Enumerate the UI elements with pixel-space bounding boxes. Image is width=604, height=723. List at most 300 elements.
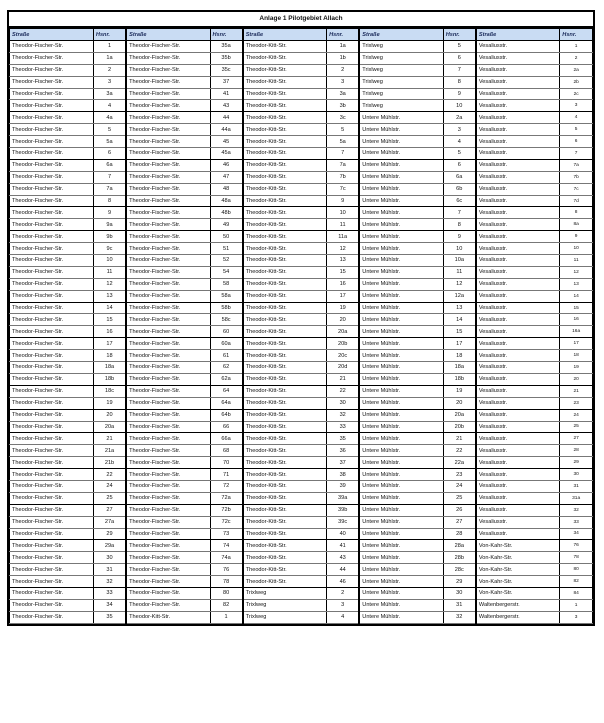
house-number-cell: 48b bbox=[210, 207, 243, 219]
street-cell: Untere Mühlstr. bbox=[359, 564, 443, 576]
street-cell: Theodor-Kitt-Str. bbox=[243, 124, 327, 136]
street-cell: Theodor-Fischer-Str. bbox=[10, 112, 94, 124]
street-cell: Theodor-Fischer-Str. bbox=[126, 397, 210, 409]
house-number-cell: 18c bbox=[93, 385, 126, 397]
house-number-cell: 9b bbox=[93, 231, 126, 243]
column-header-street: Straße bbox=[126, 29, 210, 41]
house-number-cell: 20b bbox=[443, 421, 476, 433]
street-cell: Theodor-Fischer-Str. bbox=[10, 326, 94, 338]
street-cell: Von-Kahr-Str. bbox=[476, 587, 560, 599]
house-number-cell: 8 bbox=[443, 76, 476, 88]
house-number-cell: 66 bbox=[210, 421, 243, 433]
house-number-cell: 64 bbox=[210, 385, 243, 397]
house-number-cell: 7d bbox=[560, 195, 593, 207]
street-cell: Waltenbergerstr. bbox=[476, 611, 560, 623]
table-row bbox=[10, 112, 593, 124]
street-cell: Vesaliusstr. bbox=[476, 397, 560, 409]
house-number-cell: 17 bbox=[327, 290, 360, 302]
house-number-cell: 7c bbox=[560, 183, 593, 195]
street-cell: Theodor-Kitt-Str. bbox=[243, 576, 327, 588]
street-cell: Vesaliusstr. bbox=[476, 314, 560, 326]
street-cell: Theodor-Fischer-Str. bbox=[126, 540, 210, 552]
street-cell: Theodor-Fischer-Str. bbox=[126, 76, 210, 88]
house-number-cell: 20a bbox=[93, 421, 126, 433]
street-cell: Theodor-Fischer-Str. bbox=[126, 243, 210, 255]
house-number-cell: 13 bbox=[93, 290, 126, 302]
table-row bbox=[10, 159, 593, 171]
street-cell: Vesaliusstr. bbox=[476, 52, 560, 64]
house-number-cell: 4 bbox=[327, 611, 360, 623]
street-cell: Theodor-Fischer-Str. bbox=[10, 492, 94, 504]
house-number-cell: 33 bbox=[93, 587, 126, 599]
house-number-cell: 3 bbox=[560, 611, 593, 623]
house-number-cell: 73 bbox=[210, 528, 243, 540]
house-number-cell: 10 bbox=[560, 243, 593, 255]
table-row bbox=[10, 302, 593, 314]
table-row bbox=[10, 124, 593, 136]
house-number-cell: 17 bbox=[443, 338, 476, 350]
house-number-cell: 74a bbox=[210, 552, 243, 564]
street-cell: Theodor-Fischer-Str. bbox=[126, 576, 210, 588]
house-number-cell: 43 bbox=[210, 100, 243, 112]
house-number-cell: 52 bbox=[210, 255, 243, 267]
street-cell: Theodor-Kitt-Str. bbox=[243, 492, 327, 504]
house-number-cell: 11 bbox=[327, 219, 360, 231]
street-cell: Theodor-Kitt-Str. bbox=[243, 504, 327, 516]
house-number-cell: 16 bbox=[327, 278, 360, 290]
street-cell: Theodor-Fischer-Str. bbox=[10, 314, 94, 326]
street-cell: Theodor-Fischer-Str. bbox=[126, 385, 210, 397]
street-cell: Theodor-Fischer-Str. bbox=[10, 52, 94, 64]
house-number-cell: 10 bbox=[93, 255, 126, 267]
house-number-cell: 27a bbox=[93, 516, 126, 528]
table-row bbox=[10, 41, 593, 53]
street-cell: Theodor-Fischer-Str. bbox=[126, 373, 210, 385]
street-cell: Trixlweg bbox=[359, 88, 443, 100]
street-cell: Theodor-Kitt-Str. bbox=[243, 397, 327, 409]
street-cell: Theodor-Fischer-Str. bbox=[10, 183, 94, 195]
house-number-cell: 19 bbox=[93, 397, 126, 409]
street-cell: Theodor-Fischer-Str. bbox=[10, 302, 94, 314]
house-number-cell: 39b bbox=[327, 504, 360, 516]
table-row bbox=[10, 100, 593, 112]
house-number-cell: 17 bbox=[93, 338, 126, 350]
house-number-cell: 31 bbox=[560, 480, 593, 492]
street-cell: Vesaliusstr. bbox=[476, 219, 560, 231]
house-number-cell: 84 bbox=[560, 587, 593, 599]
house-number-cell: 22 bbox=[93, 469, 126, 481]
street-cell: Theodor-Fischer-Str. bbox=[10, 373, 94, 385]
table-row bbox=[10, 599, 593, 611]
house-number-cell: 19 bbox=[327, 302, 360, 314]
street-cell: Theodor-Fischer-Str. bbox=[126, 350, 210, 362]
table-row bbox=[10, 243, 593, 255]
street-cell: Theodor-Fischer-Str. bbox=[10, 76, 94, 88]
street-cell: Untere Mühlstr. bbox=[359, 278, 443, 290]
house-number-cell: 4 bbox=[560, 112, 593, 124]
street-cell: Theodor-Fischer-Str. bbox=[126, 207, 210, 219]
table-row bbox=[10, 255, 593, 267]
house-number-cell: 8 bbox=[93, 195, 126, 207]
street-cell: Theodor-Kitt-Str. bbox=[243, 183, 327, 195]
house-number-cell: 9 bbox=[443, 88, 476, 100]
street-cell: Vesaliusstr. bbox=[476, 278, 560, 290]
house-number-cell: 6c bbox=[443, 195, 476, 207]
street-cell: Untere Mühlstr. bbox=[359, 433, 443, 445]
street-cell: Theodor-Fischer-Str. bbox=[10, 576, 94, 588]
house-number-cell: 2c bbox=[560, 88, 593, 100]
street-cell: Theodor-Kitt-Str. bbox=[243, 373, 327, 385]
street-cell: Theodor-Fischer-Str. bbox=[126, 64, 210, 76]
house-number-cell: 47 bbox=[210, 171, 243, 183]
house-number-cell: 1 bbox=[93, 41, 126, 53]
house-number-cell: 45a bbox=[210, 148, 243, 160]
street-cell: Theodor-Fischer-Str. bbox=[126, 88, 210, 100]
house-number-cell: 5 bbox=[93, 124, 126, 136]
house-number-cell: 28c bbox=[443, 564, 476, 576]
street-cell: Theodor-Kitt-Str. bbox=[243, 52, 327, 64]
street-cell: Theodor-Kitt-Str. bbox=[243, 457, 327, 469]
street-cell: Theodor-Fischer-Str. bbox=[10, 338, 94, 350]
street-cell: Untere Mühlstr. bbox=[359, 516, 443, 528]
street-cell: Theodor-Fischer-Str. bbox=[126, 314, 210, 326]
house-number-cell: 3a bbox=[327, 88, 360, 100]
house-number-cell: 8a bbox=[560, 219, 593, 231]
house-number-cell: 72c bbox=[210, 516, 243, 528]
house-number-cell: 44a bbox=[210, 124, 243, 136]
house-number-cell: 20a bbox=[327, 326, 360, 338]
street-cell: Vesaliusstr. bbox=[476, 457, 560, 469]
street-cell: Untere Mühlstr. bbox=[359, 587, 443, 599]
house-number-cell: 5 bbox=[560, 124, 593, 136]
street-cell: Theodor-Fischer-Str. bbox=[126, 516, 210, 528]
table-row bbox=[10, 385, 593, 397]
column-header-house-number: Hsnr. bbox=[210, 29, 243, 41]
house-number-cell: 21 bbox=[327, 373, 360, 385]
house-number-cell: 4 bbox=[93, 100, 126, 112]
street-cell: Theodor-Fischer-Str. bbox=[10, 207, 94, 219]
street-cell: Theodor-Fischer-Str. bbox=[126, 445, 210, 457]
house-number-cell: 7 bbox=[443, 64, 476, 76]
house-number-cell: 32 bbox=[560, 504, 593, 516]
house-number-cell: 24 bbox=[560, 409, 593, 421]
table-row bbox=[10, 326, 593, 338]
column-header-house-number: Hsnr. bbox=[443, 29, 476, 41]
house-number-cell: 5 bbox=[443, 41, 476, 53]
street-cell: Theodor-Fischer-Str. bbox=[126, 278, 210, 290]
street-cell: Untere Mühlstr. bbox=[359, 290, 443, 302]
street-cell: Vesaliusstr. bbox=[476, 290, 560, 302]
street-cell: Theodor-Fischer-Str. bbox=[126, 326, 210, 338]
table-row bbox=[10, 52, 593, 64]
street-cell: Untere Mühlstr. bbox=[359, 362, 443, 374]
street-cell: Vesaliusstr. bbox=[476, 41, 560, 53]
street-cell: Theodor-Fischer-Str. bbox=[10, 219, 94, 231]
house-number-cell: 80 bbox=[560, 564, 593, 576]
street-cell: Vesaliusstr. bbox=[476, 338, 560, 350]
street-cell: Theodor-Fischer-Str. bbox=[10, 385, 94, 397]
street-cell: Theodor-Fischer-Str. bbox=[10, 469, 94, 481]
house-number-cell: 3b bbox=[327, 100, 360, 112]
house-number-cell: 12 bbox=[443, 278, 476, 290]
house-number-cell: 45 bbox=[210, 136, 243, 148]
house-number-cell: 35 bbox=[93, 611, 126, 623]
house-number-cell: 12 bbox=[93, 278, 126, 290]
street-cell: Theodor-Fischer-Str. bbox=[10, 255, 94, 267]
street-cell: Theodor-Fischer-Str. bbox=[10, 421, 94, 433]
street-cell: Von-Kahr-Str. bbox=[476, 552, 560, 564]
house-number-cell: 41 bbox=[210, 88, 243, 100]
street-cell: Theodor-Fischer-Str. bbox=[10, 445, 94, 457]
street-cell: Trixlweg bbox=[243, 599, 327, 611]
house-number-cell: 23 bbox=[443, 469, 476, 481]
street-cell: Theodor-Kitt-Str. bbox=[243, 421, 327, 433]
street-cell: Theodor-Kitt-Str. bbox=[243, 112, 327, 124]
street-cell: Theodor-Fischer-Str. bbox=[10, 195, 94, 207]
house-number-cell: 20a bbox=[443, 409, 476, 421]
street-cell: Untere Mühlstr. bbox=[359, 314, 443, 326]
house-number-cell: 58a bbox=[210, 290, 243, 302]
address-table bbox=[9, 28, 593, 624]
street-cell: Theodor-Kitt-Str. bbox=[243, 64, 327, 76]
table-row bbox=[10, 528, 593, 540]
street-cell: Theodor-Fischer-Str. bbox=[126, 124, 210, 136]
street-cell: Vesaliusstr. bbox=[476, 480, 560, 492]
house-number-cell: 28 bbox=[443, 528, 476, 540]
house-number-cell: 71 bbox=[210, 469, 243, 481]
street-cell: Theodor-Fischer-Str. bbox=[126, 112, 210, 124]
street-cell: Untere Mühlstr. bbox=[359, 540, 443, 552]
house-number-cell: 37 bbox=[210, 76, 243, 88]
table-row bbox=[10, 409, 593, 421]
street-cell: Theodor-Fischer-Str. bbox=[126, 100, 210, 112]
house-number-cell: 82 bbox=[560, 576, 593, 588]
street-cell: Trixlweg bbox=[243, 587, 327, 599]
house-number-cell: 76 bbox=[560, 540, 593, 552]
table-row bbox=[10, 266, 593, 278]
street-cell: Untere Mühlstr. bbox=[359, 599, 443, 611]
street-cell: Von-Kahr-Str. bbox=[476, 564, 560, 576]
street-cell: Theodor-Fischer-Str. bbox=[126, 457, 210, 469]
house-number-cell: 58c bbox=[210, 314, 243, 326]
house-number-cell: 2b bbox=[560, 76, 593, 88]
street-cell: Theodor-Kitt-Str. bbox=[243, 528, 327, 540]
street-cell: Theodor-Fischer-Str. bbox=[10, 64, 94, 76]
street-cell: Theodor-Fischer-Str. bbox=[10, 290, 94, 302]
house-number-cell: 64a bbox=[210, 397, 243, 409]
street-cell: Theodor-Fischer-Str. bbox=[10, 433, 94, 445]
table-row bbox=[10, 457, 593, 469]
house-number-cell: 15 bbox=[93, 314, 126, 326]
house-number-cell: 54 bbox=[210, 266, 243, 278]
table-row bbox=[10, 397, 593, 409]
house-number-cell: 1 bbox=[210, 611, 243, 623]
street-cell: Theodor-Fischer-Str. bbox=[126, 469, 210, 481]
street-cell: Theodor-Fischer-Str. bbox=[126, 148, 210, 160]
house-number-cell: 14 bbox=[93, 302, 126, 314]
house-number-cell: 25 bbox=[93, 492, 126, 504]
house-number-cell: 39c bbox=[327, 516, 360, 528]
house-number-cell: 38 bbox=[327, 469, 360, 481]
house-number-cell: 24 bbox=[443, 480, 476, 492]
house-number-cell: 22 bbox=[443, 445, 476, 457]
house-number-cell: 35 bbox=[327, 433, 360, 445]
house-number-cell: 1 bbox=[560, 41, 593, 53]
house-number-cell: 70 bbox=[210, 457, 243, 469]
street-cell: Trixlweg bbox=[359, 52, 443, 64]
house-number-cell: 36 bbox=[327, 445, 360, 457]
house-number-cell: 11a bbox=[327, 231, 360, 243]
street-cell: Theodor-Fischer-Str. bbox=[10, 516, 94, 528]
column-header-street: Straße bbox=[359, 29, 443, 41]
street-cell: Theodor-Kitt-Str. bbox=[243, 148, 327, 160]
street-cell: Vesaliusstr. bbox=[476, 100, 560, 112]
house-number-cell: 27 bbox=[560, 433, 593, 445]
street-cell: Vesaliusstr. bbox=[476, 433, 560, 445]
street-cell: Untere Mühlstr. bbox=[359, 528, 443, 540]
house-number-cell: 26 bbox=[443, 504, 476, 516]
house-number-cell: 68 bbox=[210, 445, 243, 457]
street-cell: Untere Mühlstr. bbox=[359, 409, 443, 421]
street-cell: Von-Kahr-Str. bbox=[476, 576, 560, 588]
table-row bbox=[10, 136, 593, 148]
street-cell: Theodor-Fischer-Str. bbox=[10, 41, 94, 53]
street-cell: Untere Mühlstr. bbox=[359, 207, 443, 219]
table-row bbox=[10, 564, 593, 576]
house-number-cell: 3 bbox=[560, 100, 593, 112]
street-cell: Waltenbergerstr. bbox=[476, 599, 560, 611]
street-cell: Theodor-Kitt-Str. bbox=[243, 290, 327, 302]
house-number-cell: 4 bbox=[443, 136, 476, 148]
street-cell: Untere Mühlstr. bbox=[359, 136, 443, 148]
house-number-cell: 21a bbox=[93, 445, 126, 457]
street-cell: Untere Mühlstr. bbox=[359, 171, 443, 183]
house-number-cell: 6a bbox=[93, 159, 126, 171]
street-cell: Theodor-Fischer-Str. bbox=[126, 255, 210, 267]
house-number-cell: 3 bbox=[443, 124, 476, 136]
house-number-cell: 19 bbox=[443, 385, 476, 397]
house-number-cell: 3 bbox=[327, 76, 360, 88]
house-number-cell: 7b bbox=[327, 171, 360, 183]
house-number-cell: 62a bbox=[210, 373, 243, 385]
house-number-cell: 6 bbox=[443, 52, 476, 64]
house-number-cell: 33 bbox=[327, 421, 360, 433]
house-number-cell: 60 bbox=[210, 326, 243, 338]
street-cell: Vesaliusstr. bbox=[476, 171, 560, 183]
street-cell: Theodor-Kitt-Str. bbox=[243, 266, 327, 278]
house-number-cell: 5 bbox=[443, 148, 476, 160]
table-row bbox=[10, 148, 593, 160]
house-number-cell: 33 bbox=[560, 516, 593, 528]
street-cell: Vesaliusstr. bbox=[476, 76, 560, 88]
table-row bbox=[10, 433, 593, 445]
street-cell: Vesaliusstr. bbox=[476, 136, 560, 148]
house-number-cell: 15 bbox=[327, 266, 360, 278]
street-cell: Theodor-Kitt-Str. bbox=[243, 159, 327, 171]
house-number-cell: 82 bbox=[210, 599, 243, 611]
house-number-cell: 18a bbox=[443, 362, 476, 374]
house-number-cell: 7a bbox=[560, 159, 593, 171]
house-number-cell: 20 bbox=[93, 409, 126, 421]
house-number-cell: 31 bbox=[93, 564, 126, 576]
house-number-cell: 28a bbox=[443, 540, 476, 552]
house-number-cell: 74 bbox=[210, 540, 243, 552]
house-number-cell: 32 bbox=[327, 409, 360, 421]
house-number-cell: 2a bbox=[560, 64, 593, 76]
house-number-cell: 2 bbox=[327, 587, 360, 599]
street-cell: Untere Mühlstr. bbox=[359, 397, 443, 409]
house-number-cell: 29 bbox=[443, 576, 476, 588]
house-number-cell: 25 bbox=[560, 421, 593, 433]
street-cell: Theodor-Kitt-Str. bbox=[243, 76, 327, 88]
house-number-cell: 29 bbox=[93, 528, 126, 540]
house-number-cell: 23 bbox=[560, 397, 593, 409]
table-row bbox=[10, 219, 593, 231]
table-body bbox=[10, 41, 593, 624]
street-cell: Vesaliusstr. bbox=[476, 516, 560, 528]
street-cell: Untere Mühlstr. bbox=[359, 195, 443, 207]
house-number-cell: 20 bbox=[327, 314, 360, 326]
street-cell: Theodor-Fischer-Str. bbox=[126, 41, 210, 53]
street-cell: Theodor-Kitt-Str. bbox=[243, 362, 327, 374]
house-number-cell: 20d bbox=[327, 362, 360, 374]
house-number-cell: 18 bbox=[560, 350, 593, 362]
table-row bbox=[10, 469, 593, 481]
street-cell: Untere Mühlstr. bbox=[359, 492, 443, 504]
house-number-cell: 32 bbox=[93, 576, 126, 588]
street-cell: Theodor-Kitt-Str. bbox=[243, 207, 327, 219]
house-number-cell: 12a bbox=[443, 290, 476, 302]
column-header-house-number: Hsnr. bbox=[560, 29, 593, 41]
house-number-cell: 1b bbox=[327, 52, 360, 64]
street-cell: Untere Mühlstr. bbox=[359, 611, 443, 623]
table-row bbox=[10, 480, 593, 492]
street-cell: Theodor-Fischer-Str. bbox=[126, 421, 210, 433]
street-cell: Vesaliusstr. bbox=[476, 504, 560, 516]
column-header-street: Straße bbox=[243, 29, 327, 41]
house-number-cell: 16a bbox=[560, 326, 593, 338]
street-cell: Theodor-Fischer-Str. bbox=[10, 243, 94, 255]
street-cell: Vesaliusstr. bbox=[476, 492, 560, 504]
street-cell: Vesaliusstr. bbox=[476, 243, 560, 255]
street-cell: Theodor-Fischer-Str. bbox=[126, 159, 210, 171]
house-number-cell: 37 bbox=[327, 457, 360, 469]
house-number-cell: 9 bbox=[93, 207, 126, 219]
house-number-cell: 30 bbox=[560, 469, 593, 481]
house-number-cell: 18 bbox=[443, 350, 476, 362]
street-cell: Theodor-Fischer-Str. bbox=[126, 290, 210, 302]
table-row bbox=[10, 587, 593, 599]
street-cell: Theodor-Fischer-Str. bbox=[10, 148, 94, 160]
house-number-cell: 15 bbox=[443, 326, 476, 338]
house-number-cell: 18a bbox=[93, 362, 126, 374]
house-number-cell: 2 bbox=[327, 64, 360, 76]
street-cell: Theodor-Fischer-Str. bbox=[126, 195, 210, 207]
street-cell: Theodor-Fischer-Str. bbox=[10, 599, 94, 611]
street-cell: Theodor-Fischer-Str. bbox=[10, 266, 94, 278]
column-header-house-number: Hsnr. bbox=[327, 29, 360, 41]
street-cell: Trixlweg bbox=[359, 100, 443, 112]
house-number-cell: 6 bbox=[560, 136, 593, 148]
street-cell: Untere Mühlstr. bbox=[359, 112, 443, 124]
sheet-title: Anlage 1 Pilotgebiet Allach bbox=[9, 12, 593, 28]
street-cell: Theodor-Kitt-Str. bbox=[243, 255, 327, 267]
house-number-cell: 30 bbox=[327, 397, 360, 409]
house-number-cell: 61 bbox=[210, 350, 243, 362]
street-cell: Untere Mühlstr. bbox=[359, 338, 443, 350]
street-cell: Theodor-Fischer-Str. bbox=[126, 528, 210, 540]
street-cell: Vesaliusstr. bbox=[476, 362, 560, 374]
